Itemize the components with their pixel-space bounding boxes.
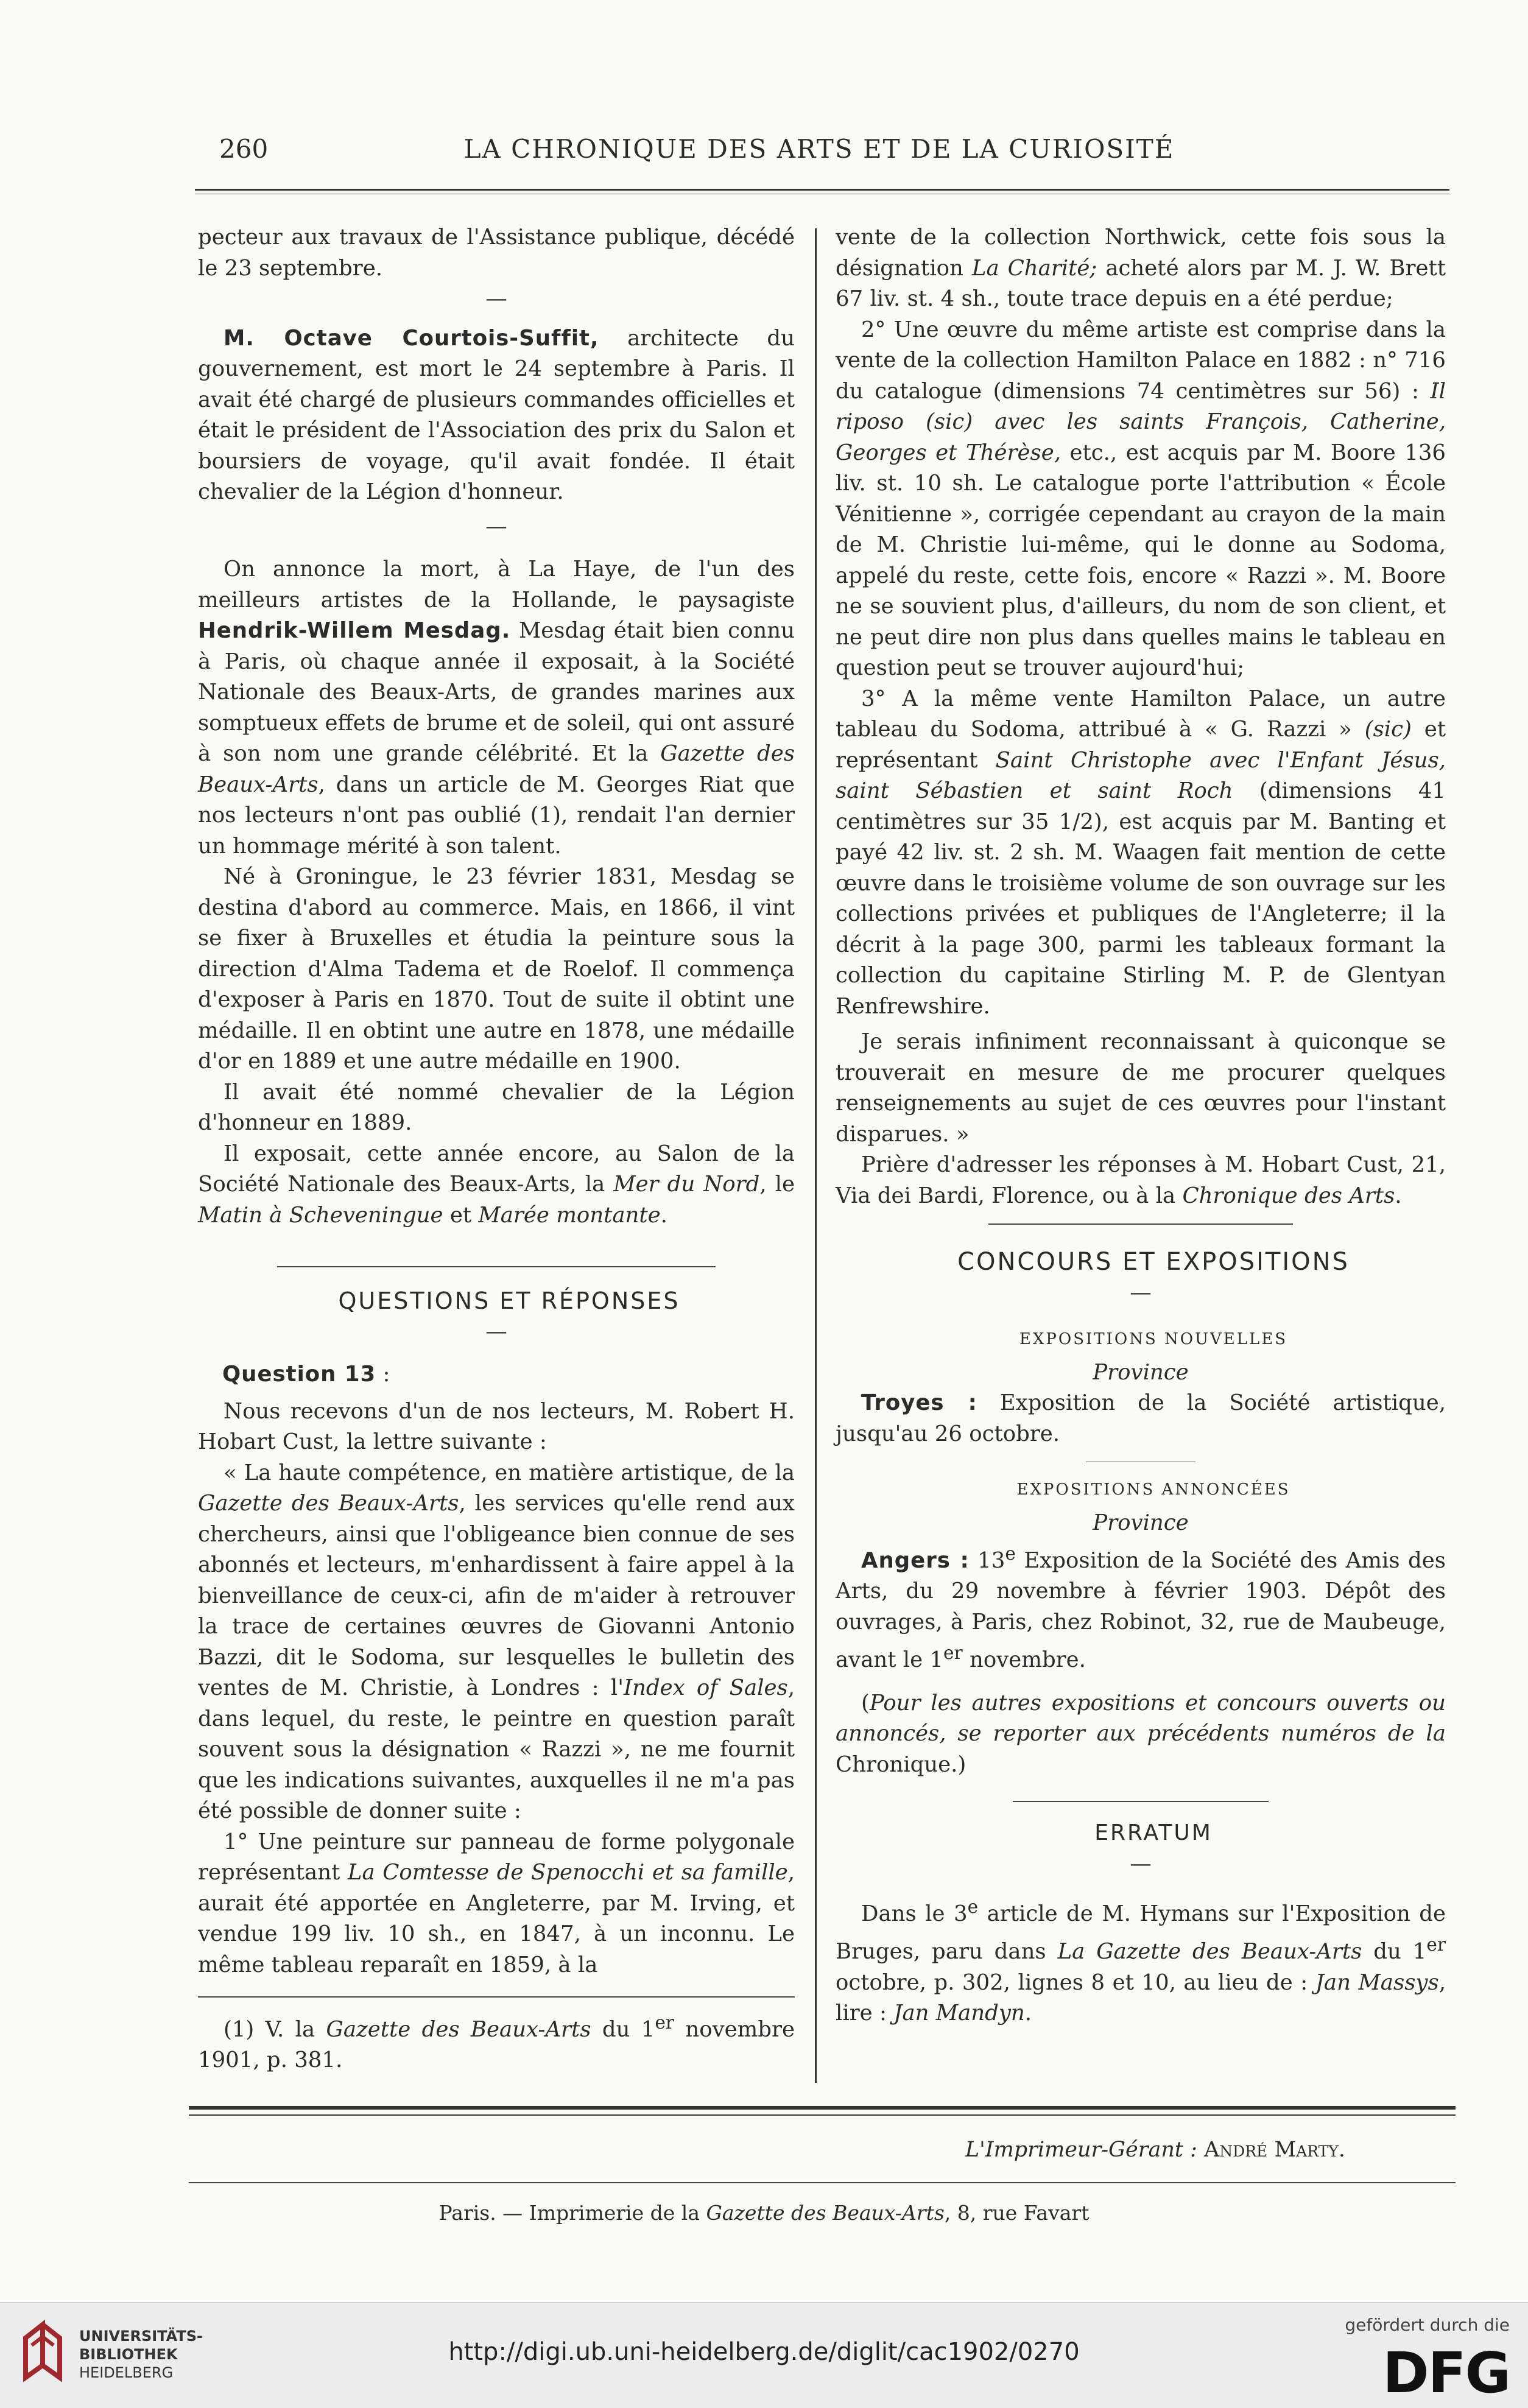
- paragraph-text: Chronique.): [836, 1751, 966, 1777]
- city-name: Angers :: [861, 1547, 970, 1573]
- superscript: er: [655, 2012, 675, 2033]
- paragraph-text: 13: [969, 1547, 1005, 1573]
- note-paragraph: [836, 1688, 1446, 1781]
- italic-title: Jan Mandyn: [893, 2001, 1025, 2026]
- paragraph: Nous recevons d'un de nos lecteurs, M. Robert H. Hobart Cust, la lettre suivante :: [198, 1398, 795, 1454]
- paragraph-text: octobre, p. 302, lignes 8 et 10, au lieu de :: [836, 1970, 1315, 1995]
- paragraph-text: article de M. Hymans sur l'Exposition de Bruges, paru dans: [836, 1901, 1446, 1965]
- italic-title: (sic): [1364, 717, 1412, 742]
- paragraph-text: .: [660, 1202, 667, 1228]
- paragraph-text: etc., est acquis par M. Boore 136 liv. st. 10 sh. Le catalogue porte l'attribution « École Vénitienne », corrigée cependant au crayon de la main de M. Christie lui-même, qui le donne au Sodoma, appelé du reste, cette fois, encore « Razzi ». M. Boore ne se souvient plus, d'ailleurs, du nom de son client, et ne peut dire non plus dans quelles mains le tableau en question peut se trouver aujourd'hui;: [836, 440, 1446, 680]
- italic-title: Gazette des Beaux-Arts: [198, 741, 795, 797]
- superscript: er: [1426, 1934, 1446, 1956]
- paragraph: [198, 1139, 795, 1231]
- dfg-logo: DFG: [1382, 2340, 1510, 2406]
- superscript: e: [967, 1896, 979, 1918]
- italic-title: La Comtesse de Spenocchi et sa famille: [347, 1860, 788, 1885]
- funding-label: gefördert durch die: [1345, 2315, 1510, 2335]
- right-column: [836, 222, 1446, 2029]
- paragraph-text: architecte du gouvernement, est mort le 24 septembre à Paris. Il avait été chargé de plusieurs commandes officielles et était le président de l'Association des prix du Salon et boursiers de voyage, qu'il avait fondée. Il était chevalier de la Légion d'honneur.: [198, 325, 795, 504]
- exhibition-entry-troyes: [836, 1388, 1446, 1449]
- paragraph-text: 1° Une peinture sur panneau de forme polygonale représentant: [198, 1829, 795, 1885]
- paragraph-text: (dimensions 41 centimètres sur 35 1/2), est acquis par M. Banting et payé 42 liv. st. 2 sh. M. Waagen fait mention de cette œuvre dans le troisième volume de son ouvrage sur les collections privées et publiques de l'Angleterre; il la décrit à la page 300, parmi les tableaux formant la collection du capitaine Stirling M. P. de Glentyan Renfrewshire.: [836, 778, 1446, 1019]
- paragraph-text: Paris. — Imprimerie de la: [438, 2201, 706, 2225]
- obituary-mesdag: [198, 554, 795, 862]
- person-name: Hendrik-Willem Mesdag.: [198, 618, 511, 643]
- paragraph: [836, 1150, 1446, 1211]
- paragraph-text: , dans lequel, du reste, le peintre en question paraît souvent sous la désignation « Razzi », ne me fournit que les indications suivantes, auxquelles il ne m'a pas été possible de donner suite :: [198, 1675, 795, 1823]
- subheading-expositions-annoncees: EXPOSITIONS ANNONCÉES: [1016, 1480, 1290, 1499]
- paragraph-text: , les services qu'elle rend aux chercheurs, ainsi que l'obligeance bien connue de ses abonnés et lecteurs, m'enhardissent à faire appel à la bienveillance de ceux-ci, afin de m'aider à retrouver la trace de certaines œuvres de Giovanni Antonio Bazzi, dit le Sodoma, sur lesquelles le bulletin des ventes de M. Christie, à Londres : l': [198, 1491, 795, 1700]
- separator-dash: —: [485, 513, 507, 539]
- italic-title: Mer du Nord: [613, 1172, 760, 1197]
- paragraph-text: novembre.: [962, 1647, 1086, 1673]
- library-name-line: BIBLIOTHEK: [79, 2346, 178, 2363]
- separator-dash: —: [1130, 1280, 1152, 1305]
- paragraph: [836, 684, 1446, 1023]
- paragraph-text: Il exposait, cette année encore, au Salon de la Société Nationale des Beaux-Arts, la: [198, 1141, 795, 1197]
- paragraph-text: et représentant: [836, 717, 1446, 773]
- italic-title: La Charité;: [971, 255, 1097, 281]
- paragraph: Il avait été nommé chevalier de la Légion d'honneur en 1889.: [198, 1079, 795, 1135]
- paragraph-text: 3° A la même vente Hamilton Palace, un autre tableau du Sodoma, attribué à « G. Razzi »: [836, 686, 1446, 742]
- paragraph-text: Exposition de la Société des Amis des Arts, du 29 novembre à février 1903. Dépôt des ouvrages, à Paris, chez Robinot, 32, rue de Maubeuge, avant le 1: [836, 1547, 1446, 1673]
- paragraph-text: Exposition de la Société artistique, jusqu'au 26 octobre.: [836, 1390, 1446, 1446]
- bottom-rule-thin: [189, 2114, 1456, 2116]
- paragraph: Né à Groningue, le 23 février 1831, Mesdag se destina d'abord au commerce. Mais, en 1866, il vint se fixer à Bruxelles et étudia la peinture sous la direction d'Alma Tadema et de Roelof. Il commença d'exposer à Paris en 1870. Tout de suite il obtint une médaille. Il en obtint une autre en 1878, une médaille d'or en 1889 et une autre médaille en 1900.: [198, 864, 795, 1074]
- ornamental-rule: [277, 1266, 716, 1267]
- paragraph: [836, 222, 1446, 315]
- paragraph-text: 2° Une œuvre du même artiste est comprise dans la vente de la collection Hamilton Palace en 1882 : n° 716 du catalogue (dimensions 74 centimètres sur 56) :: [836, 317, 1446, 404]
- paragraph-text: , lire :: [836, 1970, 1446, 2026]
- paragraph-text: On annonce la mort, à La Haye, de l'un des meilleurs artistes de la Hollande, le paysagiste: [198, 557, 795, 613]
- printer-line: [0, 2201, 1528, 2225]
- library-name-line: HEIDELBERG: [79, 2364, 174, 2381]
- section-heading-concours: CONCOURS ET EXPOSITIONS: [957, 1248, 1350, 1276]
- left-column: [198, 222, 795, 2076]
- paragraph-text: « La haute compétence, en matière artistique, de la: [224, 1460, 795, 1485]
- italic-title: Jan Massys: [1315, 1970, 1439, 1995]
- section-heading-questions: QUESTIONS ET RÉPONSES: [338, 1287, 680, 1314]
- italic-title: Gazette des Beaux-Arts: [198, 1491, 459, 1516]
- paragraph-text: acheté alors par M. J. W. Brett 67 liv. st. 4 sh., toute trace depuis en a été perdue;: [836, 255, 1446, 311]
- superscript: er: [943, 1642, 963, 1664]
- column-divider: [815, 228, 817, 2083]
- page-number: 260: [219, 134, 269, 164]
- paragraph-text: Dans le 3: [861, 1901, 968, 1926]
- letter-paragraph: [198, 1458, 795, 1827]
- digitization-footer: [0, 2302, 1528, 2408]
- paragraph-text: (: [861, 1690, 870, 1716]
- paragraph-text: , dans un article de M. Georges Riat que nos lecteurs n'ont pas oublié (1), rendait l'an dernier un hommage mérité à son talent.: [198, 772, 795, 859]
- region-label: Province: [1093, 1359, 1189, 1385]
- imprint-rule: [189, 2182, 1456, 2183]
- paragraph: Je serais infiniment reconnaissant à quiconque se trouverait en mesure de me procurer quelques renseignements au sujet de ces œuvres pour l'instant disparues. »: [836, 1029, 1446, 1147]
- section-heading-erratum: ERRATUM: [1094, 1820, 1213, 1846]
- italic-title: Matin à Scheveningue: [198, 1202, 443, 1228]
- running-header: [183, 134, 1456, 177]
- separator-dash: —: [485, 286, 507, 311]
- bottom-rule-thick: [189, 2106, 1456, 2110]
- region-label: Province: [1093, 1510, 1189, 1535]
- paragraph: [836, 315, 1446, 684]
- journal-title: LA CHRONIQUE DES ARTS ET DE LA CURIOSITÉ: [463, 134, 1175, 164]
- paragraph-text: novembre 1901, p. 381.: [198, 2016, 795, 2073]
- paragraph: pecteur aux travaux de l'Assistance publique, décédé le 23 septembre.: [198, 225, 795, 281]
- erratum-paragraph: [836, 1892, 1446, 2029]
- italic-title: La Gazette des Beaux-Arts: [1057, 1939, 1362, 1965]
- person-name: M. Octave Courtois-Suffit,: [224, 325, 599, 351]
- italic-title: Index of Sales: [623, 1675, 788, 1700]
- city-name: Troyes :: [861, 1390, 977, 1415]
- library-name-line: UNIVERSITÄTS-: [79, 2328, 203, 2345]
- gerant-label: L'Imprimeur-Gérant :: [965, 2138, 1197, 2162]
- obituary-courtois-suffit: [198, 323, 795, 508]
- letter-paragraph: [198, 1827, 795, 1981]
- footnote-rule: [198, 1996, 795, 1998]
- source-url-link[interactable]: http://digi.ub.uni-heidelberg.de/diglit/cac1902/0270: [448, 2338, 1080, 2366]
- paragraph-text: du 1: [1362, 1939, 1427, 1965]
- header-rule: [195, 189, 1449, 191]
- italic-title: Marée montante: [478, 1202, 661, 1228]
- separator-dash: —: [485, 1318, 507, 1344]
- footnote: [198, 2007, 795, 2076]
- question-label: [198, 1359, 795, 1390]
- paragraph-text: du 1: [591, 2016, 655, 2042]
- paragraph-text: Prière d'adresser les réponses à M. Hobart Cust, 21, Via dei Bardi, Florence, ou à la: [836, 1152, 1446, 1208]
- paragraph-text: vente de la collection Northwick, cette fois sous la désignation: [836, 225, 1446, 281]
- paragraph-text: .: [1024, 2001, 1032, 2026]
- ornamental-rule: [988, 1223, 1293, 1225]
- gerant-name: André Marty.: [1197, 2138, 1345, 2162]
- paragraph-text: , 8, rue Favart: [944, 2201, 1090, 2225]
- paragraph-text: .: [1395, 1183, 1402, 1208]
- ornamental-rule: [1013, 1801, 1269, 1802]
- paragraph-text: :: [376, 1362, 390, 1387]
- exhibition-entry-angers: [836, 1538, 1446, 1676]
- paragraph-text: , aurait été apportée en Angleterre, par M. Irving, et vendue 199 liv. 10 sh., en 1847, à un inconnu. Le même tableau reparaît en 1859, à la: [198, 1860, 795, 1977]
- italic-note: Pour les autres expositions et concours ouverts ou annoncés, se reporter aux précédents numéros de la: [836, 1690, 1446, 1747]
- italic-title: Chronique des Arts: [1182, 1183, 1395, 1208]
- italic-title: Gazette des Beaux-Arts: [326, 2016, 591, 2042]
- paragraph-text: et: [443, 1202, 479, 1228]
- paragraph-text: , le: [759, 1172, 795, 1197]
- italic-title: Gazette des Beaux-Arts: [706, 2201, 945, 2225]
- superscript: e: [1005, 1543, 1016, 1564]
- paragraph-text: (1) V. la: [224, 2016, 326, 2042]
- separator-dash: —: [1130, 1851, 1152, 1876]
- italic-title: Il riposo (sic) avec les saints François, Catherine, Georges et Thérèse,: [836, 378, 1446, 465]
- italic-title: Saint Christophe avec l'Enfant Jésus, saint Sébastien et saint Roch: [836, 747, 1446, 803]
- question-number: Question 13: [222, 1362, 376, 1387]
- subheading-expositions-nouvelles: EXPOSITIONS NOUVELLES: [1019, 1330, 1288, 1348]
- imprimeur-gerant: [965, 2138, 1345, 2162]
- paragraph-text: Mesdag était bien connu à Paris, où chaque année il exposait, à la Société Nationale des Beaux-Arts, de grandes marines aux somptueux effets de brume et de soleil, qui ont assuré à son nom une grande célébrité. Et la: [198, 618, 795, 766]
